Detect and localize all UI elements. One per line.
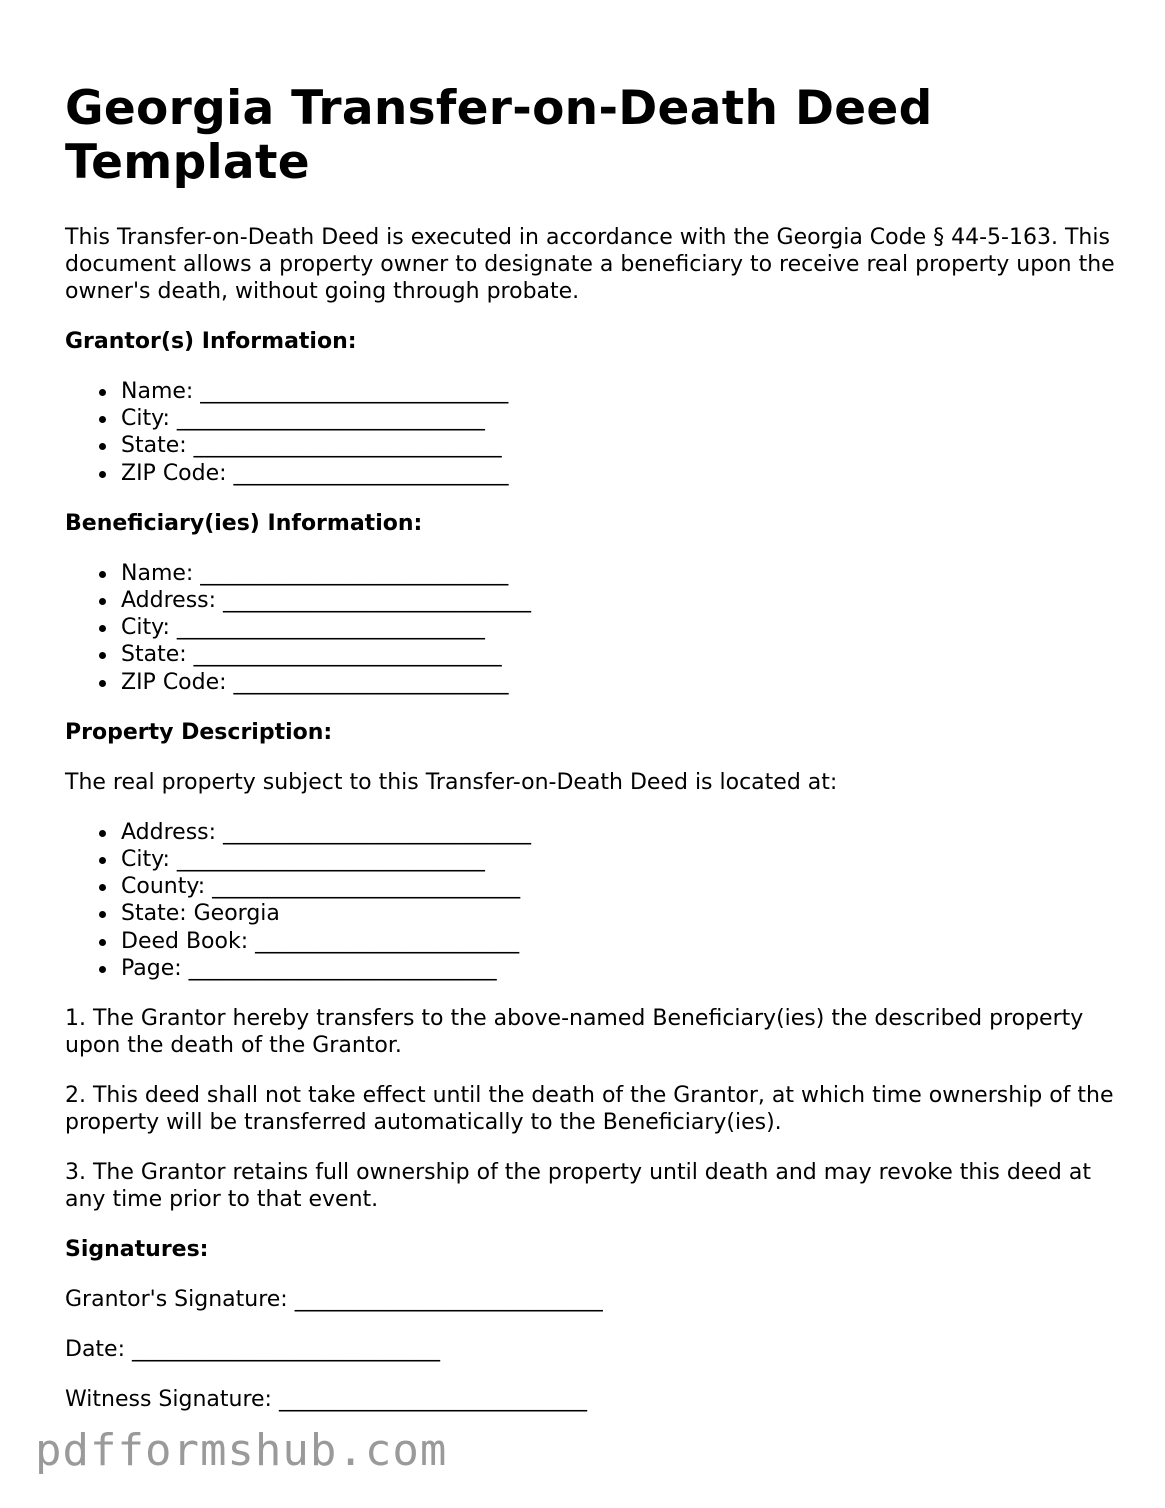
property-address-field: Address: ____________________________ xyxy=(121,819,1115,846)
grantor-name-field: Name: ____________________________ xyxy=(121,378,1115,405)
clause-1: 1. The Grantor hereby transfers to the above-named Beneficiary(ies) the described property upon the death of the Grantor. xyxy=(65,1006,1084,1059)
signatures-heading: Signatures: xyxy=(65,1237,209,1263)
property-heading: Property Description: xyxy=(65,719,333,745)
intro-paragraph: This Transfer-on-Death Deed is executed in accordance with the Georgia Code § 44-5-163. This document allows a property owner to designate a beneficiary to receive real property upon the owner's death, without going through probate. xyxy=(65,225,1115,304)
beneficiary-zip-field: ZIP Code: _________________________ xyxy=(121,669,1115,696)
beneficiary-state-field: State: ____________________________ xyxy=(121,641,1115,668)
property-page-field: Page: ____________________________ xyxy=(121,955,1115,982)
beneficiary-address-field: Address: ____________________________ xyxy=(121,587,1115,614)
property-county-field: County: ____________________________ xyxy=(121,873,1115,900)
site-watermark: pdfformshub.com xyxy=(35,1425,448,1476)
property-deed-book-field: Deed Book: ________________________ xyxy=(121,928,1115,955)
grantor-heading: Grantor(s) Information: xyxy=(65,329,357,354)
property-intro: The real property subject to this Transfer-on-Death Deed is located at: xyxy=(65,769,838,795)
property-fields xyxy=(65,819,1115,982)
property-city-field: City: ____________________________ xyxy=(121,846,1115,873)
grantor-signature-line: Grantor's Signature: ____________________________ xyxy=(65,1287,603,1313)
property-state-field: State: Georgia xyxy=(121,900,1115,927)
grantor-fields xyxy=(65,378,1115,487)
beneficiary-city-field: City: ____________________________ xyxy=(121,614,1115,641)
grantor-city-field: City: ____________________________ xyxy=(121,405,1115,432)
witness-signature-line: Witness Signature: ____________________________ xyxy=(65,1387,587,1413)
clause-3: 3. The Grantor retains full ownership of the property until death and may revoke this deed at any time prior to that event. xyxy=(65,1160,1091,1213)
date-line: Date: ____________________________ xyxy=(65,1337,440,1363)
beneficiary-name-field: Name: ____________________________ xyxy=(121,560,1115,587)
document-title: Georgia Transfer-on-Death Deed Template xyxy=(65,81,933,190)
grantor-state-field: State: ____________________________ xyxy=(121,432,1115,459)
clause-2: 2. This deed shall not take effect until the death of the Grantor, at which time ownership of the property will be transferred automatically to the Beneficiary(ies). xyxy=(65,1083,1114,1136)
beneficiary-heading: Beneficiary(ies) Information: xyxy=(65,510,423,536)
beneficiary-fields xyxy=(65,560,1115,696)
document-page xyxy=(65,82,1115,1436)
grantor-zip-field: ZIP Code: _________________________ xyxy=(121,460,1115,487)
